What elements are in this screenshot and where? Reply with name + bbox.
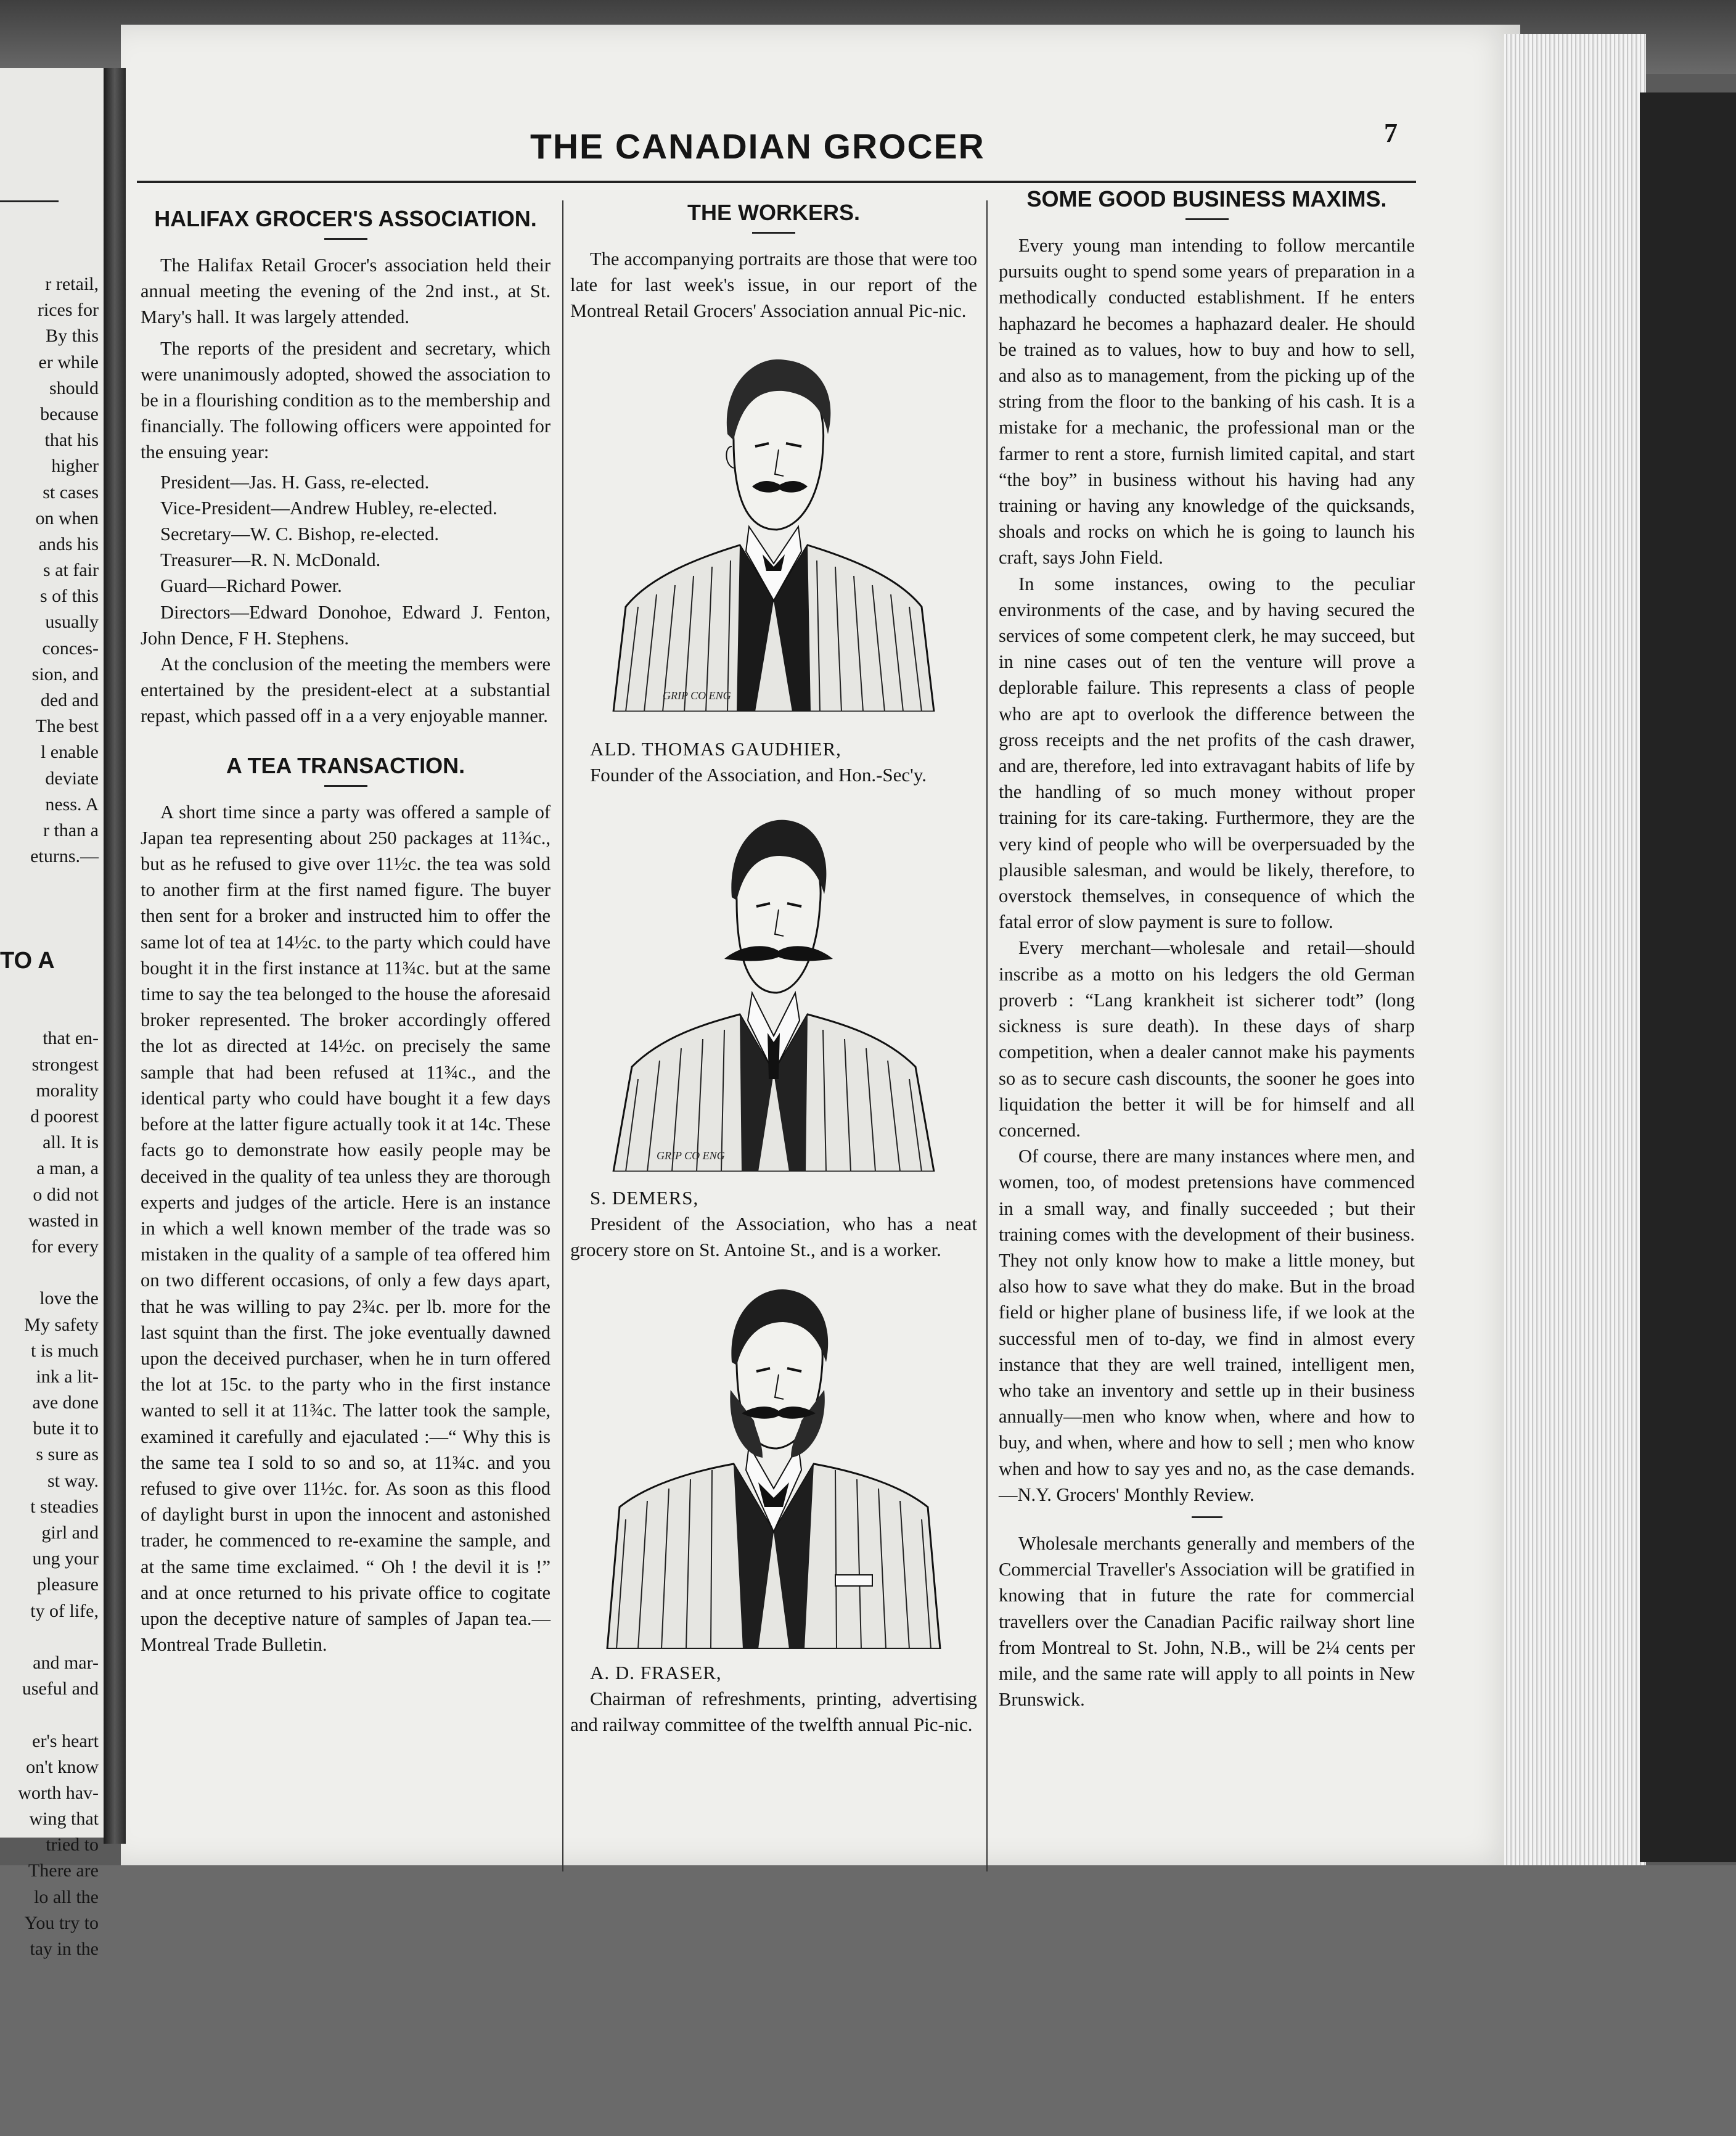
facing-page-line: er's heart (32, 1730, 99, 1751)
facing-page-line (0, 1000, 99, 1025)
facing-page-line: deviate (45, 768, 99, 789)
facing-page-line (0, 1624, 99, 1650)
facing-page-line: t is much (31, 1340, 99, 1361)
facing-page-line: pleasure (37, 1574, 99, 1595)
facing-page-line: all. It is (43, 1132, 99, 1153)
facing-page-line: bute it to (33, 1418, 99, 1439)
facing-page-line (0, 974, 99, 1000)
article-title: SOME GOOD BUSINESS MAXIMS. (1026, 186, 1387, 212)
paragraph: Wholesale merchants generally and members of the Commercial Traveller's Association will be gratified in knowing that in future the rate for commercial travellers over the Canadian Pacific railway short line from Montreal to St. John, N.B., will be 2¼ cents per mile, and the same rate will apply to all points in New Brunswick. (999, 1532, 1415, 1711)
facing-page-line: wing that (29, 1809, 99, 1830)
officer-line: Guard—Richard Power. (160, 575, 342, 597)
facing-page-line: There are (28, 1860, 99, 1881)
facing-page-line: My safety (24, 1314, 99, 1335)
facing-page-line: You try to (24, 1912, 99, 1933)
portrait-name: A. D. FRASER, (590, 1661, 722, 1683)
scan-background-bottom (0, 1865, 1736, 2136)
title-dash (324, 785, 367, 787)
portrait-caption: Founder of the Association, and Hon.-Sec'y. (590, 763, 927, 786)
facing-page-line: st cases (43, 482, 99, 503)
officer-line: Treasurer—R. N. McDonald. (160, 549, 381, 571)
facing-page-line: that en- (43, 1028, 99, 1049)
facing-page-line: morality (36, 1080, 99, 1101)
portrait-s-demers (601, 808, 946, 1172)
portrait-caption: President of the Association, who has a neat grocery store on St. Antoine St., and is a worker. (570, 1212, 977, 1260)
facing-page-line: ness. A (45, 794, 99, 815)
portrait-a-d-fraser (601, 1285, 946, 1649)
engraver-mark: GRIP CO ENG (657, 1149, 725, 1162)
facing-page-line: lo all the (34, 1886, 99, 1907)
title-dash (1185, 218, 1229, 220)
book-page-edges (1504, 34, 1646, 1878)
facing-page-line: s sure as (36, 1444, 99, 1465)
facing-page-line: The best (35, 716, 99, 737)
facing-page-line: ave done (32, 1392, 99, 1413)
portrait-name: ALD. THOMAS GAUDHIER, (590, 737, 841, 760)
facing-page-line: ands his (38, 533, 99, 554)
facing-page-line: higher (51, 456, 99, 477)
facing-page-line (0, 869, 99, 895)
facing-page-line (0, 1260, 99, 1286)
facing-page-line: on when (35, 507, 99, 528)
paragraph: Every young man intending to follow mercantile pursuits ought to spend some years of preparation in a methodically conducted establishment. If he enters haphazard he becomes a haphazard dealer. He should be trained as to values, how to buy and how to sell, and also as to management, from the picking up of the string from the floor to the banking of his cash. It is a mistake for a mechanic, the professional man or the farmer to rent a store, furnish limited capital, and start “the boy” in business without his having had any training or having any knowledge of the quicksands, shoals and rocks on which he is going to launch his craft, says John Field. (999, 235, 1415, 569)
paragraph: At the conclusion of the meeting the members were entertained by the president-elect at a substantial repast, which passed off in a a very enjoyable manner. (141, 654, 551, 727)
paragraph: Of course, there are many instances where men, and women, too, of modest pretensions have commenced in a small way, and finally succeeded ; but their training comes with the development of their business. They not only know how to make a little money, but also how to save what they do make. But in the broad field or higher plane of business life, if we look at the successful men of to-day, we find in almost every instance that they are well trained, intelligent men, who take an inventory and settle up in their business annually—men who know when, where and how to buy, and when, where and how to sell ; men who know when and how to say yes and no, as the case demands.—N.Y. Grocers' Monthly Review. (999, 1146, 1415, 1505)
facing-page-line: useful and (22, 1678, 99, 1699)
facing-page-line: ung your (32, 1548, 99, 1569)
facing-page-line: ink a lit- (36, 1366, 99, 1387)
book-gutter (104, 68, 126, 1844)
facing-page-line: should (49, 377, 99, 398)
facing-page-line: st way. (47, 1470, 99, 1491)
facing-page-line: a man, a (36, 1158, 99, 1179)
facing-page-line: love the (39, 1288, 99, 1309)
title-dash (324, 238, 367, 240)
officer-line: President—Jas. H. Gass, re-elected. (160, 471, 430, 493)
title-dash (752, 232, 795, 234)
facing-page-line: er while (38, 351, 99, 372)
engraver-mark: GRIP CO ENG (663, 689, 731, 702)
column-rule (562, 200, 563, 1871)
facing-page-line (0, 922, 99, 948)
paragraph: In some instances, owing to the peculiar environments of the case, and by having secured the services of some competent clerk, he may succeed, but in nine cases out of ten the venture will prove a deplorable failure. This represents a class of people who are apt to overlook the difference between the gross receipts and the net profits of the cash drawer, and are, therefore, led into extravagant habits of life by the handling of so much money without proper training for its care-taking. Furthermore, they are the very kind of people who will be overpersuaded by the plausible salesman, and would be likely, therefore, to overstock themselves, in consequence of which the fatal error of slow payment is sure to follow. (999, 573, 1415, 933)
portrait-caption: Chairman of refreshments, printing, advertising and railway committee of the twelfth annual Pic-nic. (570, 1687, 977, 1735)
facing-page-line: on't know (26, 1756, 99, 1777)
facing-page-line: tried to (46, 1834, 99, 1855)
facing-page-rule (0, 200, 59, 202)
paragraph: A short time since a party was offered a sample of Japan tea representing about 250 packages at 11¾c., but as he refused to give over 11½c. the tea was sold to another firm at the first named figure. The buyer then sent for a broker and instructed him to offer the same lot of tea at 14½c. to the party which could have bought it in the first instance at 11¾c. but at the same time to say the tea belonged to the house the aforesaid broker represented. The broker accordingly offered the lot as directed at 14½c. on precisely the same sample that had been refused at 11¾c., and the identical party who could have bought it a few days before at the latter figure actually took it at 14c. These facts go to demonstrate how easily people may be deceived in the quality of tea unless they are thorough experts and judges of the article. Here is an instance in which a well known member of the trade was so mistaken in the quality of a sample of tea offered him on two different occasions, of only a few days apart, that he was willing to pay 2¾c. per lb. more for the last squint than the first. The joke eventually dawned upon the deceived purchaser, when he in turn offered the lot at 15c. to the party who in the first instance wanted to sell it at 11¾c. The latter took the sample, examined it carefully and ejaculated :—“ Why this is the same tea I sold to so and so, at 11¾c. and you refused to give over 11½c. for. As soon as this flood of daylight burst in upon the innocent and astonished trader, he commenced to re-examine the sample, and at the same time exclaimed. “ Oh ! the devil it is !” and at once returned to his private office to cogitate upon the deceptive nature of samples of Japan tea.—Montreal Trade Bulletin. (141, 801, 551, 1656)
facing-page-line: girl and (41, 1522, 99, 1543)
header-rule (137, 181, 1416, 183)
article-title: HALIFAX GROCER'S ASSOCIATION. (154, 206, 537, 231)
column-3 (999, 184, 1415, 1712)
facing-page-line: ty of life, (30, 1600, 99, 1621)
officer-line: Secretary—W. C. Bishop, re-elected. (160, 524, 439, 545)
portrait-thomas-gaudhier (601, 342, 946, 712)
facing-page-line (0, 1702, 99, 1728)
portrait-name: S. DEMERS, (590, 1186, 699, 1209)
facing-page-line: strongest (31, 1054, 99, 1075)
facing-page-line: TO A (0, 947, 55, 974)
facing-page-line: r retail, (45, 274, 99, 294)
facing-page-line: that his (44, 430, 99, 451)
article-title: THE WORKERS. (687, 200, 860, 225)
book-cover (1640, 92, 1736, 1862)
facing-page-line: tay in the (30, 1939, 99, 1959)
column-rule (986, 200, 988, 1871)
facing-page-line: conces- (42, 638, 99, 659)
facing-page-line: ded and (40, 690, 99, 710)
officer-line: Vice-President—Andrew Hubley, re-elected. (160, 497, 497, 519)
facing-page-line: wasted in (28, 1210, 99, 1231)
column-1 (141, 203, 551, 1657)
paragraph: The Halifax Retail Grocer's association held their annual meeting the evening of the 2nd inst., at St. Mary's hall. It was largely attended. (141, 255, 551, 328)
facing-page-line: o did not (33, 1184, 99, 1205)
facing-page-line: rices for (37, 300, 99, 321)
facing-page-line: because (40, 403, 99, 424)
article-title: A TEA TRANSACTION. (226, 752, 465, 778)
facing-page-line: r than a (43, 819, 99, 840)
paragraph: The reports of the president and secretary, which were unanimously adopted, showed the association to be in a flourishing condition as to the membership and financially. The following officers were appointed for the ensuing year: (141, 337, 551, 463)
facing-page-line: t steadies (30, 1496, 99, 1517)
facing-page-line: eturns.— (30, 846, 99, 867)
facing-page-line: sion, and (31, 663, 99, 684)
facing-page-line: By this (46, 326, 99, 347)
facing-page-line: and mar- (33, 1652, 99, 1673)
facing-page-line: worth hav- (18, 1782, 99, 1803)
facing-page-line: usually (45, 612, 99, 633)
facing-page-line: s at fair (43, 560, 99, 581)
page-number: 7 (1384, 118, 1398, 148)
paragraph: Every merchant—wholesale and retail—should inscribe as a motto on his ledgers the old German proverb : “Lang krankheit ist sicherer todt” (long sickness is sure death). In these days of sharp competition, when a dealer cannot make his payments so as to secure cash discounts, the sooner he goes into liquidation the better it will be for himself and all concerned. (999, 937, 1415, 1141)
facing-page-line: l enable (40, 742, 99, 763)
column-2 (570, 197, 977, 1738)
paragraph: The accompanying portraits are those that were too late for last week's issue, in our report of the Montreal Retail Grocers' Association annual Pic-nic. (570, 249, 977, 322)
facing-page-text (0, 271, 99, 1962)
masthead: THE CANADIAN GROCER (530, 127, 985, 166)
facing-page-line: s of this (39, 586, 99, 607)
facing-page-line: d poorest (30, 1106, 99, 1127)
section-dash (1192, 1516, 1222, 1518)
facing-page-line: for every (31, 1236, 99, 1257)
facing-page-line (0, 896, 99, 922)
officer-line: Directors—Edward Donohoe, Edward J. Fenton, John Dence, F H. Stephens. (141, 601, 551, 649)
